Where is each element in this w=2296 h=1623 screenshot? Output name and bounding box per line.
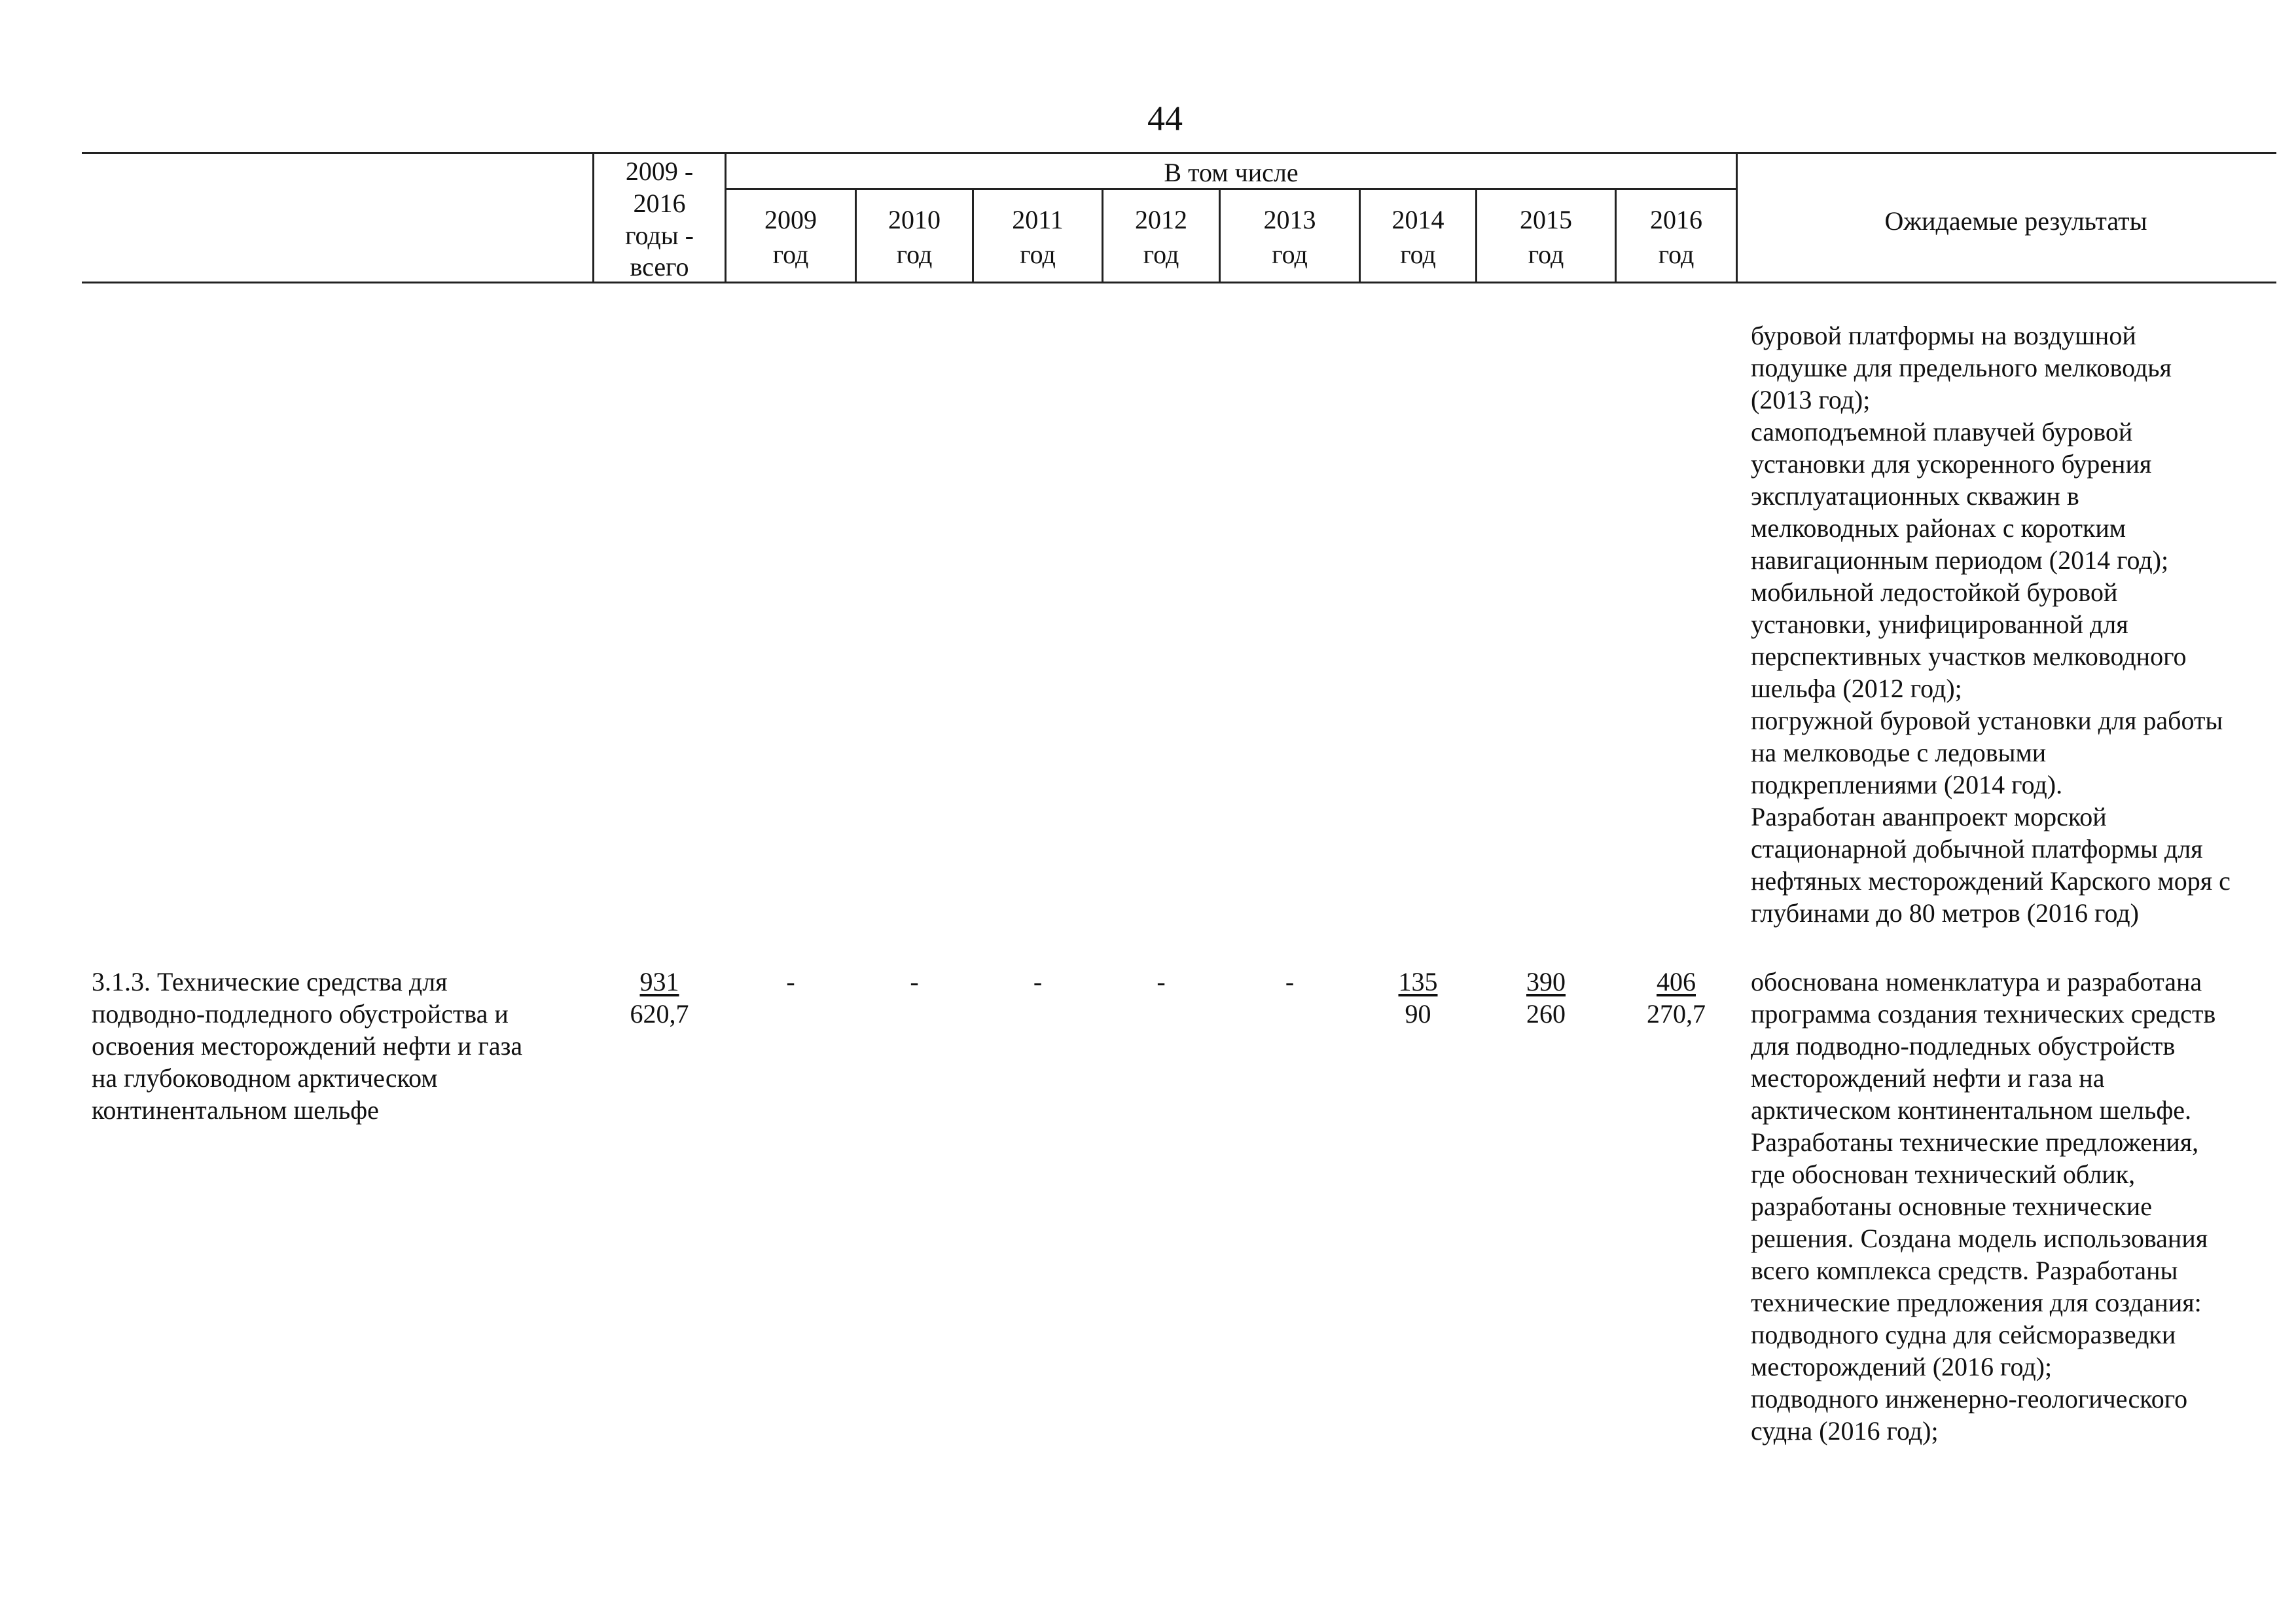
- year-column-header: [974, 203, 1102, 272]
- cell-2015: [1477, 966, 1615, 1030]
- header-top-rule: [82, 152, 2276, 154]
- header-vline: [1736, 152, 1738, 283]
- year-label: 2011: [1012, 205, 1064, 234]
- header-bottom-rule: [82, 282, 2276, 283]
- row-results-text: обоснована номенклатура и разработана программа создания технических средств для подводно-подледных обустройств месторождений нефти и газа на арктическом континентальном шельфе. Разработаны технические предложения, где обоснован технический облик, разработаны основные технические решения. Создана модель использования всего комплекса средств. Разработаны технические предложения для создания: подводного судна для сейсморазведки месторождений (2016 год); подводного инженерно-геологического судна (2016 год);: [1751, 967, 2216, 1446]
- year-unit: год: [896, 239, 933, 269]
- year-label: 2010: [888, 205, 941, 234]
- total-value: [594, 966, 725, 1030]
- total-value-bottom: 620,7: [630, 999, 689, 1029]
- continued-results-text: буровой платформы на воздушной подушке для предельного мелководья (2013 год); самоподъемной плавучей буровой установки для ускоренного бурения эксплуатационных скважин в мелководных районах с коротким навигационным периодом (2014 год); мобильной ледостойкой буровой установки, унифицированной для перспективных участков мелководного шельфа (2012 год); погружной буровой установки для работы на мелководье с ледовыми подкреплениями (2014 год). Разработан аванпроект морской стационарной добычной платформы для нефтяных месторождений Карского моря с глубинами до 80 метров (2016 год): [1751, 321, 2231, 928]
- year-unit: год: [1272, 239, 1308, 269]
- cell-2016-bottom: 270,7: [1647, 999, 1706, 1029]
- year-label: 2015: [1520, 205, 1572, 234]
- page-number: 44: [1147, 99, 1183, 138]
- total-column-header: [594, 156, 725, 283]
- cell-2014-top: 135: [1398, 967, 1438, 996]
- cell-2013: -: [1285, 967, 1295, 996]
- year-column-header: [1361, 203, 1475, 272]
- year-column-header: [1221, 203, 1359, 272]
- total-header-line: всего: [630, 252, 689, 282]
- year-label: 2009: [764, 205, 817, 234]
- cell-2014-bottom: 90: [1405, 999, 1431, 1029]
- year-label: 2014: [1391, 205, 1444, 234]
- cell-2011: -: [1033, 967, 1043, 996]
- group-header: В том числе: [1164, 158, 1299, 187]
- total-value-top: 931: [639, 967, 679, 996]
- year-unit: год: [1400, 239, 1436, 269]
- row-title: 3.1.3. Технические средства для подводно-подледного обустройства и освоения месторождений нефти и газа на глубоководном арктическом континентальном шельфе: [92, 967, 523, 1125]
- total-header-line: годы -: [625, 220, 694, 250]
- total-header-line: 2016: [633, 188, 686, 218]
- year-label: 2016: [1650, 205, 1702, 234]
- year-unit: год: [1143, 239, 1179, 269]
- year-label: 2012: [1135, 205, 1187, 234]
- year-column-header: [1617, 203, 1736, 272]
- year-column-header: [726, 203, 855, 272]
- cell-2016-top: 406: [1657, 967, 1696, 996]
- year-column-header: [857, 203, 972, 272]
- cell-2012: -: [1157, 967, 1166, 996]
- cell-2009: -: [786, 967, 795, 996]
- year-label: 2013: [1263, 205, 1316, 234]
- year-unit: год: [772, 239, 809, 269]
- cell-2015-top: 390: [1526, 967, 1566, 996]
- cell-2014: [1361, 966, 1475, 1030]
- year-column-header: [1103, 203, 1219, 272]
- cell-2016: [1617, 966, 1736, 1030]
- cell-2015-bottom: 260: [1526, 999, 1566, 1029]
- year-unit: год: [1658, 239, 1695, 269]
- year-column-header: [1477, 203, 1615, 272]
- year-unit: год: [1528, 239, 1564, 269]
- year-unit: год: [1020, 239, 1056, 269]
- cell-2010: -: [910, 967, 919, 996]
- total-header-line: 2009 -: [625, 156, 694, 186]
- results-column-header: Ожидаемые результаты: [1884, 206, 2147, 236]
